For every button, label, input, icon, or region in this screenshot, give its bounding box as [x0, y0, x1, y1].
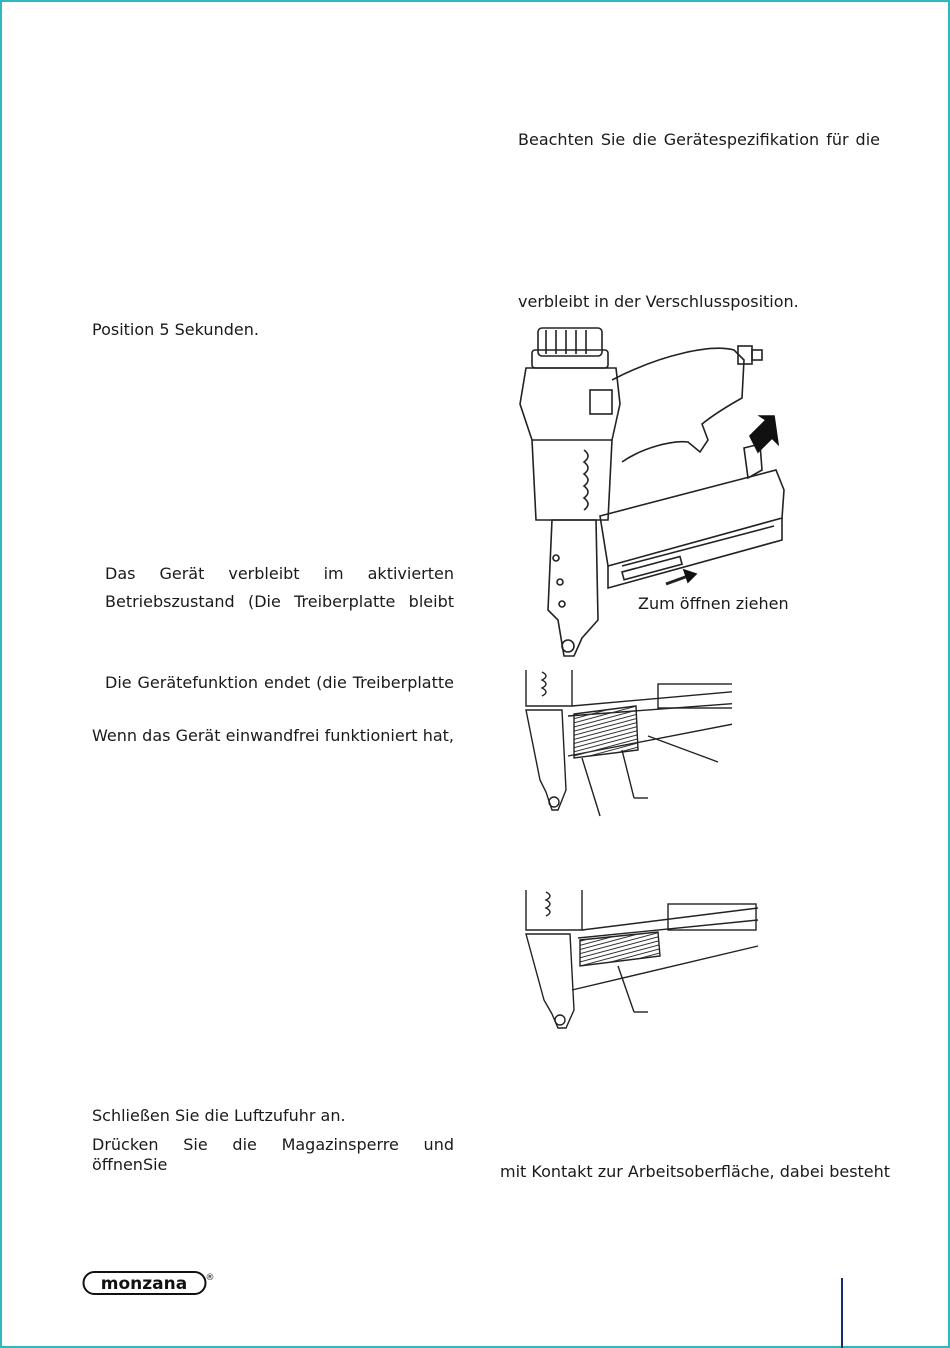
- right-text-specification: Beachten Sie die Gerätespezifikation für die: [518, 130, 880, 149]
- left-text-connect-air: Schließen Sie die Luftzufuhr an.: [92, 1106, 346, 1125]
- registered-mark: ®: [205, 1273, 215, 1283]
- left-text-operating-state: Betriebszustand (Die Treiberplatte bleibt: [105, 592, 454, 611]
- monzana-logo: [82, 1268, 218, 1298]
- left-text-press-magazine-lock: Drücken Sie die Magazinsperre und öffnenSie: [92, 1135, 454, 1174]
- magazine-closed-illustration: [522, 890, 762, 1035]
- page-number-bar: [841, 1278, 843, 1348]
- left-text-device-remains: Das Gerät verbleibt im aktivierten: [105, 564, 454, 583]
- right-text-closed-position: verbleibt in der Verschlussposition.: [518, 292, 799, 311]
- pull-to-open-label: Zum öffnen ziehen: [638, 594, 789, 613]
- left-text-position: Position 5 Sekunden.: [92, 320, 259, 339]
- brand-name: monzana: [100, 1274, 188, 1294]
- left-text-device-worked: Wenn das Gerät einwandfrei funktioniert hat,: [92, 726, 454, 745]
- left-text-function-ends: Die Gerätefunktion endet (die Treiberplatte: [105, 673, 454, 692]
- right-text-contact-work-surface: mit Kontakt zur Arbeitsoberfläche, dabei besteht: [500, 1162, 891, 1181]
- magazine-open-illustration: [522, 670, 732, 820]
